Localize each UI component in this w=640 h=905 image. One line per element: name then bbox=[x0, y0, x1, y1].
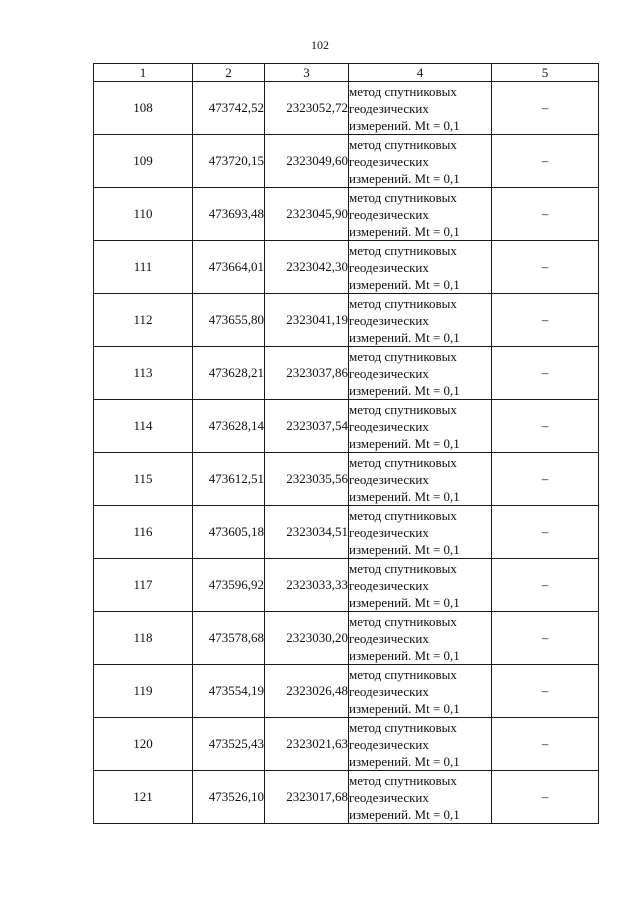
y-coordinate-cell: 2323037,86 bbox=[265, 347, 349, 400]
method-line: метод спутниковых bbox=[349, 507, 457, 523]
y-coordinate-cell: 2323034,51 bbox=[265, 506, 349, 559]
note-cell: – bbox=[492, 506, 599, 559]
y-coordinate-cell: 2323049,60 bbox=[265, 135, 349, 188]
method-line: метод спутниковых bbox=[349, 189, 457, 205]
method-line: метод спутниковых bbox=[349, 613, 457, 629]
y-coordinate-cell: 2323052,72 bbox=[265, 82, 349, 135]
y-coordinate-cell: 2323035,56 bbox=[265, 453, 349, 506]
method-line: метод спутниковых bbox=[349, 242, 457, 258]
table-header-row bbox=[94, 64, 599, 82]
method-line: геодезических bbox=[349, 100, 429, 116]
method-line: измерений. Mt = 0,1 bbox=[349, 488, 460, 504]
table-row bbox=[94, 347, 599, 400]
x-coordinate-cell: 473596,92 bbox=[193, 559, 265, 612]
method-cell bbox=[349, 718, 492, 771]
method-line: измерений. Mt = 0,1 bbox=[349, 329, 460, 345]
point-number-cell: 108 bbox=[94, 82, 193, 135]
x-coordinate-cell: 473742,52 bbox=[193, 82, 265, 135]
table-row bbox=[94, 559, 599, 612]
method-line: метод спутниковых bbox=[349, 83, 457, 99]
note-cell: – bbox=[492, 400, 599, 453]
point-number-cell: 114 bbox=[94, 400, 193, 453]
method-cell bbox=[349, 294, 492, 347]
method-cell bbox=[349, 241, 492, 294]
method-line: метод спутниковых bbox=[349, 666, 457, 682]
column-header-4: 4 bbox=[349, 64, 492, 82]
x-coordinate-cell: 473605,18 bbox=[193, 506, 265, 559]
method-cell bbox=[349, 400, 492, 453]
table-row bbox=[94, 771, 599, 824]
method-line: измерений. Mt = 0,1 bbox=[349, 382, 460, 398]
x-coordinate-cell: 473526,10 bbox=[193, 771, 265, 824]
table-row bbox=[94, 400, 599, 453]
point-number-cell: 109 bbox=[94, 135, 193, 188]
method-line: измерений. Mt = 0,1 bbox=[349, 647, 460, 663]
method-cell bbox=[349, 188, 492, 241]
method-line: метод спутниковых bbox=[349, 348, 457, 364]
method-cell bbox=[349, 559, 492, 612]
note-cell: – bbox=[492, 665, 599, 718]
note-cell: – bbox=[492, 612, 599, 665]
x-coordinate-cell: 473655,80 bbox=[193, 294, 265, 347]
method-line: геодезических bbox=[349, 206, 429, 222]
x-coordinate-cell: 473693,48 bbox=[193, 188, 265, 241]
method-cell bbox=[349, 347, 492, 400]
point-number-cell: 111 bbox=[94, 241, 193, 294]
method-line: метод спутниковых bbox=[349, 295, 457, 311]
note-cell: – bbox=[492, 294, 599, 347]
point-number-cell: 116 bbox=[94, 506, 193, 559]
x-coordinate-cell: 473612,51 bbox=[193, 453, 265, 506]
point-number-cell: 121 bbox=[94, 771, 193, 824]
method-line: геодезических bbox=[349, 153, 429, 169]
method-line: геодезических bbox=[349, 630, 429, 646]
note-cell: – bbox=[492, 453, 599, 506]
method-line: измерений. Mt = 0,1 bbox=[349, 753, 460, 769]
method-line: геодезических bbox=[349, 683, 429, 699]
column-header-2: 2 bbox=[193, 64, 265, 82]
table-row bbox=[94, 241, 599, 294]
method-line: геодезических bbox=[349, 789, 429, 805]
method-line: геодезических bbox=[349, 418, 429, 434]
point-number-cell: 113 bbox=[94, 347, 193, 400]
y-coordinate-cell: 2323041,19 bbox=[265, 294, 349, 347]
method-line: геодезических bbox=[349, 365, 429, 381]
y-coordinate-cell: 2323017,68 bbox=[265, 771, 349, 824]
y-coordinate-cell: 2323021,63 bbox=[265, 718, 349, 771]
method-line: геодезических bbox=[349, 259, 429, 275]
note-cell: – bbox=[492, 559, 599, 612]
y-coordinate-cell: 2323033,33 bbox=[265, 559, 349, 612]
method-cell bbox=[349, 665, 492, 718]
x-coordinate-cell: 473628,14 bbox=[193, 400, 265, 453]
table-row bbox=[94, 294, 599, 347]
table-row bbox=[94, 665, 599, 718]
page-number: 102 bbox=[311, 38, 329, 52]
y-coordinate-cell: 2323026,48 bbox=[265, 665, 349, 718]
method-cell bbox=[349, 771, 492, 824]
y-coordinate-cell: 2323030,20 bbox=[265, 612, 349, 665]
method-line: измерений. Mt = 0,1 bbox=[349, 276, 460, 292]
y-coordinate-cell: 2323037,54 bbox=[265, 400, 349, 453]
method-line: метод спутниковых bbox=[349, 560, 457, 576]
method-line: измерений. Mt = 0,1 bbox=[349, 806, 460, 822]
x-coordinate-cell: 473578,68 bbox=[193, 612, 265, 665]
method-line: измерений. Mt = 0,1 bbox=[349, 435, 460, 451]
x-coordinate-cell: 473554,19 bbox=[193, 665, 265, 718]
x-coordinate-cell: 473525,43 bbox=[193, 718, 265, 771]
y-coordinate-cell: 2323045,90 bbox=[265, 188, 349, 241]
method-cell bbox=[349, 453, 492, 506]
method-cell bbox=[349, 135, 492, 188]
point-number-cell: 118 bbox=[94, 612, 193, 665]
column-header-1: 1 bbox=[94, 64, 193, 82]
note-cell: – bbox=[492, 241, 599, 294]
table-row bbox=[94, 188, 599, 241]
method-cell bbox=[349, 82, 492, 135]
method-line: геодезических bbox=[349, 524, 429, 540]
note-cell: – bbox=[492, 718, 599, 771]
point-number-cell: 119 bbox=[94, 665, 193, 718]
method-cell bbox=[349, 506, 492, 559]
table-row bbox=[94, 135, 599, 188]
method-line: геодезических bbox=[349, 577, 429, 593]
column-header-5: 5 bbox=[492, 64, 599, 82]
method-cell bbox=[349, 612, 492, 665]
note-cell: – bbox=[492, 771, 599, 824]
point-number-cell: 110 bbox=[94, 188, 193, 241]
table-row bbox=[94, 453, 599, 506]
point-number-cell: 117 bbox=[94, 559, 193, 612]
method-line: геодезических bbox=[349, 471, 429, 487]
method-line: измерений. Mt = 0,1 bbox=[349, 700, 460, 716]
method-line: метод спутниковых bbox=[349, 401, 457, 417]
method-line: геодезических bbox=[349, 312, 429, 328]
table-row bbox=[94, 718, 599, 771]
note-cell: – bbox=[492, 347, 599, 400]
method-line: измерений. Mt = 0,1 bbox=[349, 223, 460, 239]
note-cell: – bbox=[492, 135, 599, 188]
table-row bbox=[94, 612, 599, 665]
note-cell: – bbox=[492, 188, 599, 241]
method-line: измерений. Mt = 0,1 bbox=[349, 117, 460, 133]
point-number-cell: 120 bbox=[94, 718, 193, 771]
method-line: геодезических bbox=[349, 736, 429, 752]
column-header-3: 3 bbox=[265, 64, 349, 82]
x-coordinate-cell: 473628,21 bbox=[193, 347, 265, 400]
method-line: измерений. Mt = 0,1 bbox=[349, 170, 460, 186]
x-coordinate-cell: 473720,15 bbox=[193, 135, 265, 188]
table-row bbox=[94, 506, 599, 559]
method-line: измерений. Mt = 0,1 bbox=[349, 594, 460, 610]
method-line: метод спутниковых bbox=[349, 136, 457, 152]
method-line: метод спутниковых bbox=[349, 719, 457, 735]
point-number-cell: 112 bbox=[94, 294, 193, 347]
method-line: измерений. Mt = 0,1 bbox=[349, 541, 460, 557]
method-line: метод спутниковых bbox=[349, 772, 457, 788]
method-line: метод спутниковых bbox=[349, 454, 457, 470]
point-number-cell: 115 bbox=[94, 453, 193, 506]
x-coordinate-cell: 473664,01 bbox=[193, 241, 265, 294]
y-coordinate-cell: 2323042,30 bbox=[265, 241, 349, 294]
table-row bbox=[94, 82, 599, 135]
coordinates-table bbox=[93, 63, 599, 824]
note-cell: – bbox=[492, 82, 599, 135]
